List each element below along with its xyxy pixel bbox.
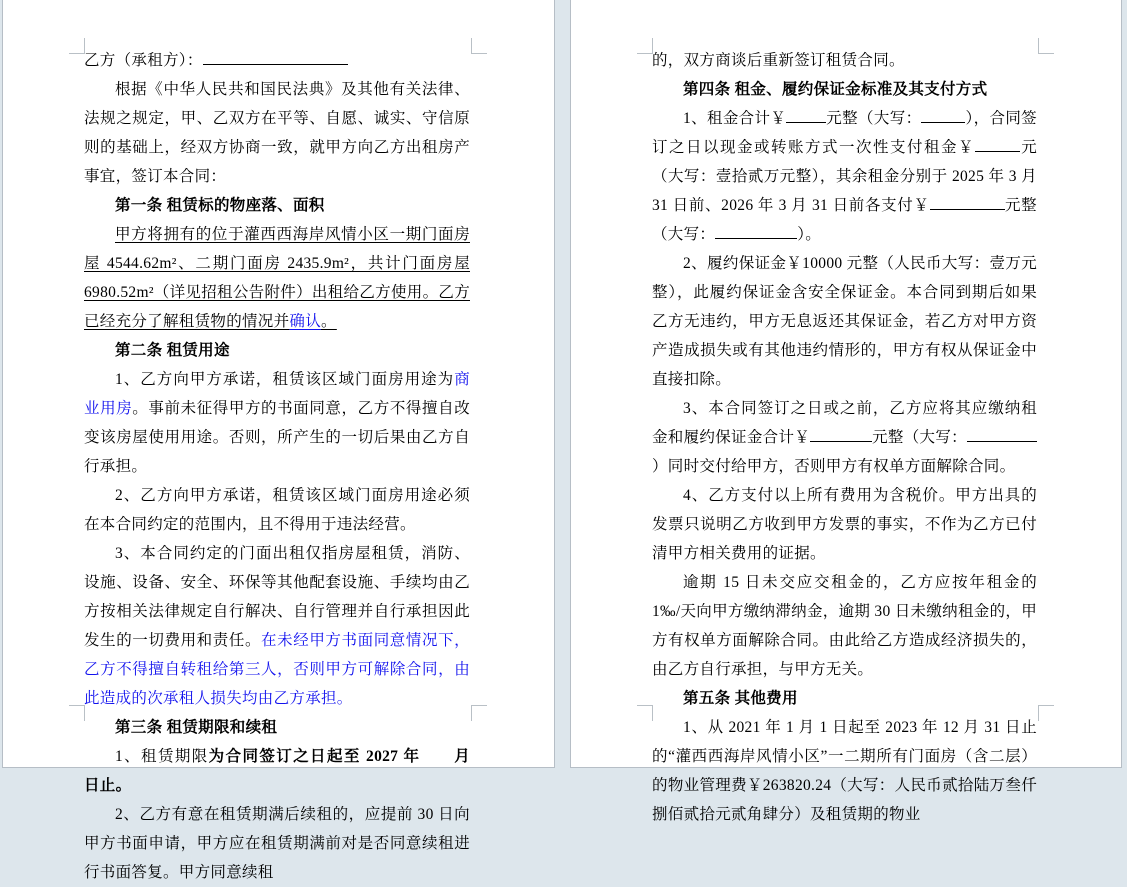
margin-crop-mark-bottom-left: [637, 705, 653, 721]
text-run: 商业用房: [84, 371, 470, 417]
document-page-1: [2, 0, 555, 881]
text-run: 4、乙方支付以上所有费用为含税价。甲方出具的发票只说明乙方收到甲方发票的事实，不作为乙方已付清甲方相关费用的证据。: [652, 487, 1037, 562]
page-1-text-area[interactable]: [84, 46, 502, 887]
text-run: 2、履约保证金￥10000 元整（人民币大写：壹万元整），此履约保证金含安全保证金。本合同到期后如果乙方无违约，甲方无息返还其保证金，若乙方对甲方资产造成损失或有其他违约情形的，甲方有权从保证金中直接扣除。: [652, 255, 1037, 388]
fill-in-blank-line: [203, 49, 348, 66]
margin-crop-mark-top-right: [1038, 38, 1054, 54]
text-run: 第四条 租金、履约保证金标准及其支付方式: [683, 81, 988, 98]
text-run: 第二条 租赁用途: [115, 342, 230, 359]
contract-paragraph: [84, 481, 470, 539]
text-run: ）同时交付给甲方，否则甲方有权单方面解除合同。: [652, 458, 1016, 475]
fill-in-blank-line: [921, 107, 965, 124]
clause-heading: [652, 684, 1037, 713]
contract-paragraph: [652, 481, 1037, 568]
page-2-text-area[interactable]: [652, 46, 1037, 829]
margin-crop-mark-bottom-right: [471, 705, 487, 721]
contract-paragraph: [652, 46, 1037, 75]
text-run: 的，双方商谈后重新签订租赁合同。: [652, 52, 905, 69]
text-run: 根据《中华人民共和国民法典》及其他有关法律、法规之规定，甲、乙双方在平等、自愿、诚实、守信原则的基础上，经双方协商一致，就甲方向乙方出租房产事宜，签订本合同：: [84, 81, 470, 185]
text-run: 第五条 其他费用: [683, 690, 798, 707]
text-run: 甲方将拥有的位于灌西西海岸风情小区一期门面房屋 4544.62m²、二期门面房 2435.9m²，共计门面房屋 6980.52m²（详见招租公告附件）出租给乙方使用。乙方已经充分了解租赁物的情况并: [84, 226, 470, 330]
text-run: 。: [321, 313, 337, 330]
text-run: 第三条 租赁期限和续租: [115, 719, 278, 736]
contract-paragraph: [84, 46, 470, 75]
contract-paragraph: [84, 742, 502, 800]
text-run: 1、租赁期限: [115, 748, 209, 765]
text-run: ），合同签订之日以现金或转账方式一次性支付租金￥: [652, 110, 1037, 156]
fill-in-blank-line: [715, 223, 797, 240]
fill-in-blank-line: [786, 107, 826, 124]
document-page-2: [570, 0, 1122, 823]
contract-paragraph: [652, 249, 1037, 394]
margin-crop-mark-bottom-left: [69, 705, 85, 721]
contract-paragraph: [84, 800, 470, 887]
text-run: ）。: [797, 226, 822, 243]
clause-heading: [84, 336, 470, 365]
text-run: 为合同签订之日起至 2027 年 月 日止。: [84, 748, 502, 794]
fill-in-blank-line: [967, 426, 1037, 443]
contract-paragraph: [84, 75, 470, 191]
clause-heading: [652, 75, 1037, 104]
contract-paragraph: [84, 539, 470, 713]
text-run: 逾期 15 日未交应交租金的，乙方应按年租金的 1‰/天向甲方缴纳滞纳金，逾期 30 日未缴纳租金的，甲方有权单方面解除合同。由此给乙方造成经济损失的，由乙方自行承担，与甲方无关。: [652, 574, 1037, 678]
fill-in-blank-line: [930, 194, 1005, 211]
text-run: 元整（大写：: [872, 429, 967, 446]
text-run: 元整（大写：: [826, 110, 922, 127]
clause-heading: [84, 713, 470, 742]
text-run: 乙方（承租方）：: [84, 52, 203, 69]
text-run: 。事前未征得甲方的书面同意，乙方不得擅自改变该房屋使用用途。否则，所产生的一切后果由乙方自行承担。: [84, 400, 470, 475]
margin-crop-mark-bottom-right: [1038, 705, 1054, 721]
text-run: 3、本合同约定的门面出租仅指房屋租赁，消防、设施、设备、安全、环保等其他配套设施、手续均由乙方按相关法律规定自行解决、自行管理并自行承担因此发生的一切费用和责任。: [84, 545, 470, 649]
text-run: 1、租金合计￥: [683, 110, 787, 127]
contract-paragraph: [652, 713, 1037, 829]
text-run: 元（大写：壹拾贰万元整），其余租金分别于 2025 年 3 月 31 日前、2026 年 3 月 31 日前各支付￥: [652, 139, 1037, 214]
margin-crop-mark-top-right: [471, 38, 487, 54]
text-run: 2、乙方有意在租赁期满后续租的，应提前 30 日向甲方书面申请，甲方应在租赁期满前对是否同意续租进行书面答复。甲方同意续租: [84, 806, 470, 881]
text-run: 1、从 2021 年 1 月 1 日起至 2023 年 12 月 31 日止的“灌西西海岸风情小区”一二期所有门面房（含二层）的物业管理费￥263820.24（大写：人民币贰拾陆万叁仟捌佰贰拾元贰角肆分）及租赁期的物业: [652, 719, 1037, 823]
text-run: 在未经甲方书面同意情况下，乙方不得擅自转租给第三人，否则甲方可解除合同，由此造成的次承租人损失均由乙方承担。: [84, 632, 470, 707]
contract-paragraph: [652, 568, 1037, 684]
fill-in-blank-line: [810, 426, 872, 443]
text-run: 2、乙方向甲方承诺，租赁该区域门面房用途必须在本合同约定的范围内，且不得用于违法经营。: [84, 487, 470, 533]
text-run: 元整（大写：: [652, 197, 1037, 243]
text-run: 第一条 租赁标的物座落、面积: [115, 197, 325, 214]
text-run: 确认: [289, 313, 322, 330]
contract-paragraph: [652, 394, 1037, 481]
text-run: 3、本合同签订之日或之前，乙方应将其应缴纳租金和履约保证金合计￥: [652, 400, 1037, 446]
margin-crop-mark-top-left: [637, 38, 653, 54]
fill-in-blank-line: [975, 136, 1020, 153]
margin-crop-mark-top-left: [69, 38, 85, 54]
contract-paragraph: [84, 365, 470, 481]
clause-heading: [84, 191, 470, 220]
contract-paragraph: [652, 104, 1037, 249]
text-run: 1、乙方向甲方承诺，租赁该区域门面房用途为: [115, 371, 455, 388]
contract-paragraph: [84, 220, 470, 336]
